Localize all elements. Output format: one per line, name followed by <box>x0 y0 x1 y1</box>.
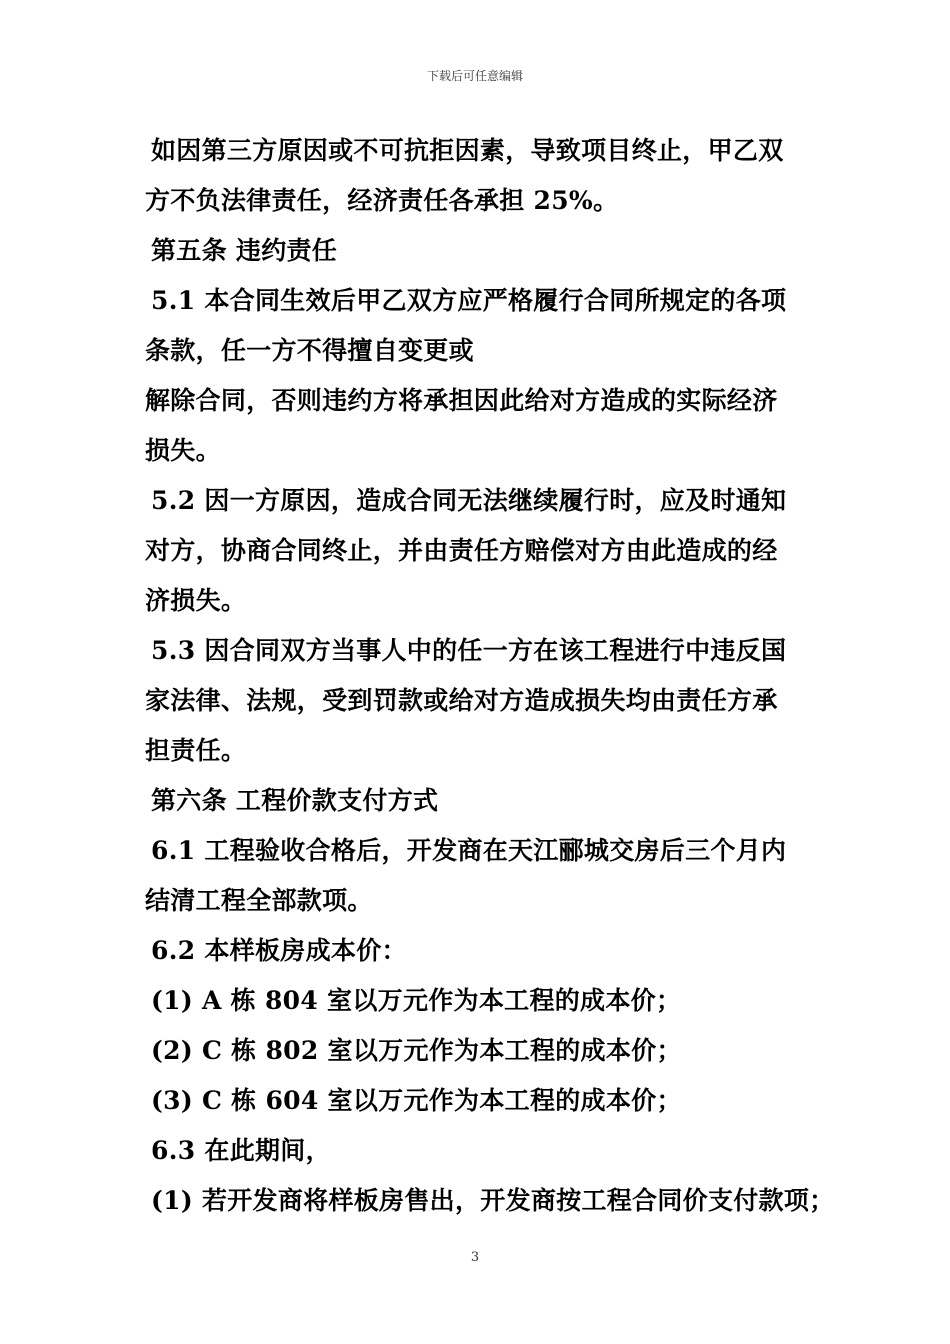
text-line: 对方，协商合同终止，并由责任方赔偿对方由此造成的经 <box>145 536 778 565</box>
text-line: (1) 若开发商将样板房售出，开发商按工程合同价支付款项； <box>151 1186 835 1215</box>
text-line: 结清工程全部款项。 <box>145 886 373 915</box>
text-line: (2) C 栋 802 室以万元作为本工程的成本价； <box>151 1036 682 1065</box>
text-line: (3) C 栋 604 室以万元作为本工程的成本价； <box>151 1086 682 1115</box>
text-line: 家法律、法规，受到罚款或给对方造成损失均由责任方承 <box>145 686 778 715</box>
text-line: 济损失。 <box>145 586 247 615</box>
text-line: 5.3 因合同双方当事人中的任一方在该工程进行中违反国 <box>151 636 787 665</box>
text-line: 5.1 本合同生效后甲乙双方应严格履行合同所规定的各项 <box>151 286 787 315</box>
text-line: (1) A 栋 804 室以万元作为本工程的成本价； <box>151 986 682 1015</box>
text-line: 担责任。 <box>145 736 247 765</box>
page-header-note: 下载后可任意编辑 <box>426 69 523 83</box>
document-body <box>145 126 835 1226</box>
text-line: 5.2 因一方原因，造成合同无法继续履行时，应及时通知 <box>151 486 787 515</box>
text-line: 6.1 工程验收合格后，开发商在天江郦城交房后三个月内 <box>151 836 787 865</box>
text-line: 6.2 本样板房成本价： <box>151 936 407 965</box>
text-line: 如因第三方原因或不可抗拒因素，导致项目终止，甲乙双 <box>151 136 784 165</box>
page-number: 3 <box>470 1250 480 1265</box>
text-line: 条款，任一方不得擅自变更或 <box>145 336 474 365</box>
text-line: 第六条 工程价款支付方式 <box>151 786 439 815</box>
text-line: 第五条 违约责任 <box>151 236 338 265</box>
text-line: 解除合同，否则违约方将承担因此给对方造成的实际经济 <box>145 386 778 415</box>
text-line: 损失。 <box>145 436 221 465</box>
text-line: 6.3 在此期间， <box>151 1136 331 1165</box>
text-line: 方不负法律责任，经济责任各承担 25%。 <box>145 186 619 215</box>
